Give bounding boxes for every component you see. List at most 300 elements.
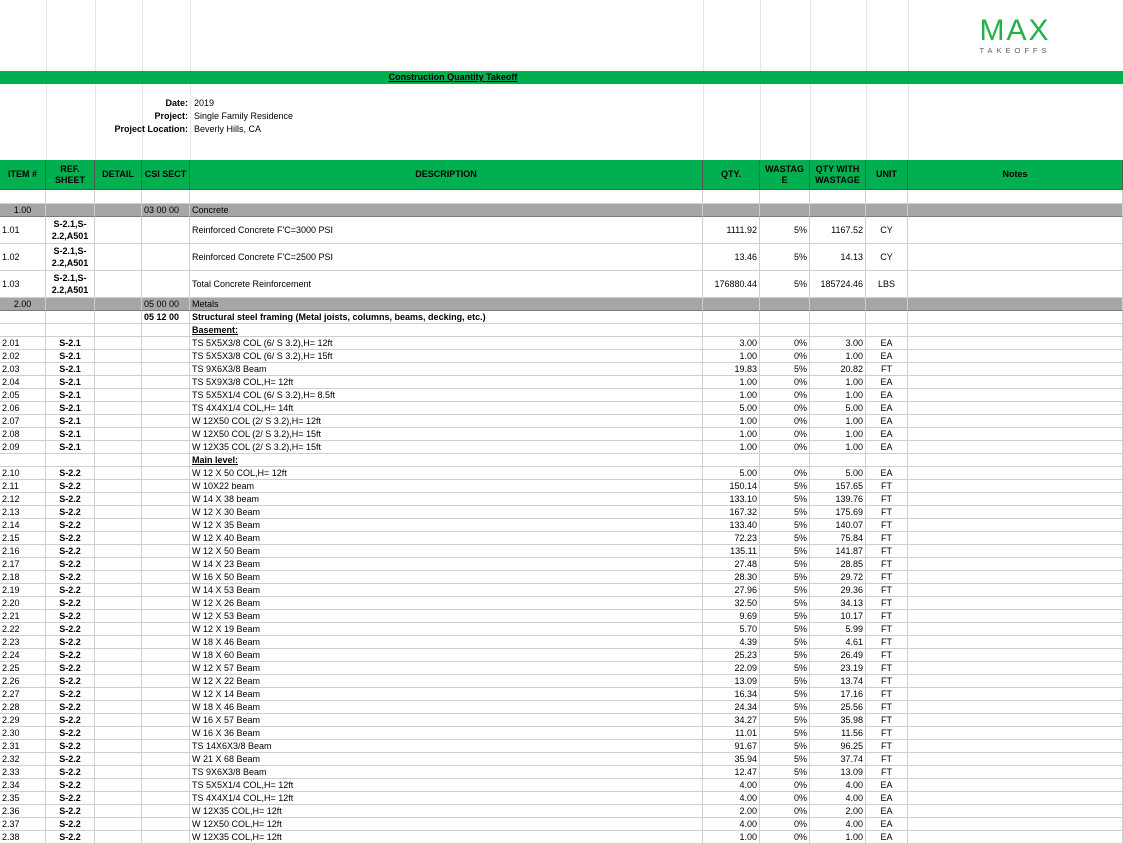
cell-detail[interactable]	[95, 701, 142, 714]
cell-csi[interactable]	[142, 467, 190, 480]
empty-cell[interactable]	[866, 190, 908, 204]
item-qty[interactable]: 4.00	[703, 792, 760, 805]
cell-detail[interactable]	[95, 831, 142, 844]
cell-notes[interactable]	[908, 204, 1123, 217]
cell-item[interactable]	[0, 454, 46, 467]
item-wastage[interactable]: 5%	[760, 675, 810, 688]
item-unit[interactable]: EA	[866, 350, 908, 363]
item-description[interactable]: W 18 X 60 Beam	[190, 649, 703, 662]
item-qty[interactable]: 1.00	[703, 441, 760, 454]
item-wastage[interactable]: 5%	[760, 610, 810, 623]
cell-csi[interactable]	[142, 701, 190, 714]
item-number[interactable]: 2.15	[0, 532, 46, 545]
item-description[interactable]: TS 5X5X3/8 COL (6/ S 3.2),H= 12ft	[190, 337, 703, 350]
item-qty[interactable]: 9.69	[703, 610, 760, 623]
ref-sheet[interactable]: S-2.2	[46, 467, 95, 480]
cell-csi[interactable]	[142, 636, 190, 649]
item-wastage[interactable]: 0%	[760, 428, 810, 441]
item-number[interactable]: 1.01	[0, 217, 46, 244]
cell-csi[interactable]	[142, 727, 190, 740]
cell-qtyw[interactable]	[810, 204, 866, 217]
item-qty[interactable]: 22.09	[703, 662, 760, 675]
item-unit[interactable]: FT	[866, 766, 908, 779]
item-wastage[interactable]: 0%	[760, 805, 810, 818]
item-qty-with-wastage[interactable]: 141.87	[810, 545, 866, 558]
item-unit[interactable]: FT	[866, 727, 908, 740]
ref-sheet[interactable]: S-2.1	[46, 350, 95, 363]
ref-sheet[interactable]: S-2.2	[46, 623, 95, 636]
item-unit[interactable]: EA	[866, 831, 908, 844]
item-qty-with-wastage[interactable]: 1.00	[810, 415, 866, 428]
cell-detail[interactable]	[95, 584, 142, 597]
item-description[interactable]: W 12 X 50 COL,H= 12ft	[190, 467, 703, 480]
item-description[interactable]: W 16 X 50 Beam	[190, 571, 703, 584]
item-description[interactable]: W 12 X 53 Beam	[190, 610, 703, 623]
cell-waste[interactable]	[760, 298, 810, 311]
cell-detail[interactable]	[95, 506, 142, 519]
item-number[interactable]: 2.01	[0, 337, 46, 350]
cell-notes[interactable]	[908, 311, 1123, 324]
item-number[interactable]: 2.38	[0, 831, 46, 844]
item-unit[interactable]: FT	[866, 610, 908, 623]
cell-csi[interactable]	[142, 389, 190, 402]
item-qty-with-wastage[interactable]: 75.84	[810, 532, 866, 545]
ref-sheet[interactable]: S-2.2	[46, 558, 95, 571]
item-description[interactable]: W 18 X 46 Beam	[190, 636, 703, 649]
cell-detail[interactable]	[95, 350, 142, 363]
project-value[interactable]: Single Family Residence	[194, 111, 294, 121]
item-wastage[interactable]: 0%	[760, 467, 810, 480]
cell-detail[interactable]	[95, 244, 142, 271]
cell-detail[interactable]	[95, 610, 142, 623]
cell-detail[interactable]	[95, 753, 142, 766]
item-qty[interactable]: 25.23	[703, 649, 760, 662]
item-wastage[interactable]: 5%	[760, 244, 810, 271]
cell-detail[interactable]	[95, 467, 142, 480]
item-wastage[interactable]: 0%	[760, 818, 810, 831]
item-description[interactable]: W 12X50 COL (2/ S 3.2),H= 12ft	[190, 415, 703, 428]
item-number[interactable]: 2.20	[0, 597, 46, 610]
cell-csi[interactable]	[142, 376, 190, 389]
item-description[interactable]: TS 9X6X3/8 Beam	[190, 766, 703, 779]
item-wastage[interactable]: 5%	[760, 766, 810, 779]
cell-notes[interactable]	[908, 623, 1123, 636]
item-unit[interactable]: EA	[866, 428, 908, 441]
item-number[interactable]: 2.08	[0, 428, 46, 441]
item-unit[interactable]: EA	[866, 415, 908, 428]
cell-qtyw[interactable]	[810, 311, 866, 324]
item-qty[interactable]: 1.00	[703, 831, 760, 844]
cell-notes[interactable]	[908, 337, 1123, 350]
cell-notes[interactable]	[908, 324, 1123, 337]
item-qty[interactable]: 1111.92	[703, 217, 760, 244]
ref-sheet[interactable]: S-2.2	[46, 532, 95, 545]
item-description[interactable]: W 18 X 46 Beam	[190, 701, 703, 714]
item-qty[interactable]: 4.00	[703, 779, 760, 792]
item-qty[interactable]: 72.23	[703, 532, 760, 545]
item-qty[interactable]: 4.39	[703, 636, 760, 649]
cell-detail[interactable]	[95, 519, 142, 532]
cell-notes[interactable]	[908, 519, 1123, 532]
ref-sheet[interactable]: S-2.2	[46, 584, 95, 597]
item-wastage[interactable]: 5%	[760, 480, 810, 493]
item-qty[interactable]: 2.00	[703, 805, 760, 818]
item-unit[interactable]: FT	[866, 545, 908, 558]
cell-detail[interactable]	[95, 428, 142, 441]
item-unit[interactable]: CY	[866, 244, 908, 271]
item-number[interactable]: 2.04	[0, 376, 46, 389]
item-qty[interactable]: 91.67	[703, 740, 760, 753]
item-qty-with-wastage[interactable]: 140.07	[810, 519, 866, 532]
cell-unit[interactable]	[866, 311, 908, 324]
ref-sheet[interactable]: S-2.1	[46, 376, 95, 389]
ref-sheet[interactable]: S-2.1	[46, 389, 95, 402]
cell-detail[interactable]	[95, 688, 142, 701]
cell-notes[interactable]	[908, 415, 1123, 428]
item-wastage[interactable]: 5%	[760, 701, 810, 714]
empty-cell[interactable]	[908, 190, 1123, 204]
cell-notes[interactable]	[908, 558, 1123, 571]
cell-item[interactable]	[0, 311, 46, 324]
ref-sheet[interactable]: S-2.2	[46, 519, 95, 532]
item-wastage[interactable]: 0%	[760, 831, 810, 844]
item-unit[interactable]: EA	[866, 337, 908, 350]
item-number[interactable]: 2.16	[0, 545, 46, 558]
cell-ref[interactable]	[46, 324, 95, 337]
cell-detail[interactable]	[95, 415, 142, 428]
item-qty-with-wastage[interactable]: 157.65	[810, 480, 866, 493]
item-number[interactable]: 2.05	[0, 389, 46, 402]
cell-csi[interactable]	[142, 610, 190, 623]
item-qty-with-wastage[interactable]: 35.98	[810, 714, 866, 727]
cell-item[interactable]	[0, 324, 46, 337]
cell-notes[interactable]	[908, 389, 1123, 402]
cell-unit[interactable]	[866, 204, 908, 217]
item-unit[interactable]: FT	[866, 363, 908, 376]
item-number[interactable]: 2.19	[0, 584, 46, 597]
cell-waste[interactable]	[760, 454, 810, 467]
ref-sheet[interactable]: S-2.1,S-2.2,A501	[46, 244, 95, 271]
cell-notes[interactable]	[908, 766, 1123, 779]
item-qty-with-wastage[interactable]: 3.00	[810, 337, 866, 350]
cell-csi[interactable]	[142, 571, 190, 584]
empty-cell[interactable]	[190, 190, 703, 204]
cell-csi[interactable]	[142, 818, 190, 831]
cell-detail[interactable]	[95, 493, 142, 506]
item-qty-with-wastage[interactable]: 1.00	[810, 376, 866, 389]
cell-qty[interactable]	[703, 298, 760, 311]
cell-detail[interactable]	[95, 740, 142, 753]
item-qty[interactable]: 1.00	[703, 415, 760, 428]
item-unit[interactable]: FT	[866, 532, 908, 545]
cell-csi[interactable]	[142, 363, 190, 376]
item-unit[interactable]: EA	[866, 402, 908, 415]
item-description[interactable]: W 10X22 beam	[190, 480, 703, 493]
item-description[interactable]: TS 5X5X3/8 COL (6/ S 3.2),H= 15ft	[190, 350, 703, 363]
cell-csi[interactable]	[142, 244, 190, 271]
cell-detail[interactable]	[95, 324, 142, 337]
empty-cell[interactable]	[142, 190, 190, 204]
item-description[interactable]: TS 5X9X3/8 COL,H= 12ft	[190, 376, 703, 389]
item-number[interactable]: 2.34	[0, 779, 46, 792]
item-description[interactable]: W 12 X 14 Beam	[190, 688, 703, 701]
item-wastage[interactable]: 5%	[760, 493, 810, 506]
item-description[interactable]: W 12 X 35 Beam	[190, 519, 703, 532]
item-description[interactable]: TS 14X6X3/8 Beam	[190, 740, 703, 753]
cell-csi[interactable]	[142, 545, 190, 558]
item-number[interactable]: 2.32	[0, 753, 46, 766]
item-qty[interactable]: 133.10	[703, 493, 760, 506]
cell-csi[interactable]	[142, 584, 190, 597]
ref-sheet[interactable]: S-2.2	[46, 714, 95, 727]
item-unit[interactable]: EA	[866, 376, 908, 389]
item-wastage[interactable]: 5%	[760, 662, 810, 675]
item-qty-with-wastage[interactable]: 11.56	[810, 727, 866, 740]
item-unit[interactable]: FT	[866, 480, 908, 493]
item-description[interactable]: W 16 X 57 Beam	[190, 714, 703, 727]
item-qty-with-wastage[interactable]: 17.16	[810, 688, 866, 701]
cell-csi[interactable]	[142, 792, 190, 805]
cell-detail[interactable]	[95, 649, 142, 662]
item-qty-with-wastage[interactable]: 4.00	[810, 818, 866, 831]
cell-detail[interactable]	[95, 204, 142, 217]
cell-csi[interactable]	[142, 441, 190, 454]
item-description[interactable]: TS 5X5X1/4 COL,H= 12ft	[190, 779, 703, 792]
cell-notes[interactable]	[908, 545, 1123, 558]
item-unit[interactable]: CY	[866, 217, 908, 244]
cell-notes[interactable]	[908, 701, 1123, 714]
cell-notes[interactable]	[908, 649, 1123, 662]
cell-notes[interactable]	[908, 493, 1123, 506]
cell-detail[interactable]	[95, 532, 142, 545]
item-unit[interactable]: FT	[866, 584, 908, 597]
ref-sheet[interactable]: S-2.2	[46, 506, 95, 519]
ref-sheet[interactable]: S-2.2	[46, 480, 95, 493]
cell-detail[interactable]	[95, 389, 142, 402]
cell-csi[interactable]	[142, 324, 190, 337]
ref-sheet[interactable]: S-2.2	[46, 831, 95, 844]
item-qty-with-wastage[interactable]: 1.00	[810, 350, 866, 363]
cell-detail[interactable]	[95, 727, 142, 740]
cell-detail[interactable]	[95, 298, 142, 311]
item-qty-with-wastage[interactable]: 175.69	[810, 506, 866, 519]
cell-notes[interactable]	[908, 217, 1123, 244]
item-unit[interactable]: EA	[866, 805, 908, 818]
cell-csi[interactable]	[142, 217, 190, 244]
item-wastage[interactable]: 5%	[760, 545, 810, 558]
item-qty[interactable]: 133.40	[703, 519, 760, 532]
item-unit[interactable]: FT	[866, 714, 908, 727]
item-description[interactable]: W 12 X 22 Beam	[190, 675, 703, 688]
cell-notes[interactable]	[908, 271, 1123, 298]
ref-sheet[interactable]: S-2.2	[46, 779, 95, 792]
ref-sheet[interactable]: S-2.2	[46, 753, 95, 766]
cell-notes[interactable]	[908, 753, 1123, 766]
item-wastage[interactable]: 0%	[760, 376, 810, 389]
cell-detail[interactable]	[95, 271, 142, 298]
cell-waste[interactable]	[760, 324, 810, 337]
item-wastage[interactable]: 5%	[760, 753, 810, 766]
cell-notes[interactable]	[908, 714, 1123, 727]
item-description[interactable]: W 12 X 50 Beam	[190, 545, 703, 558]
cell-notes[interactable]	[908, 571, 1123, 584]
item-wastage[interactable]: 5%	[760, 271, 810, 298]
cell-csi[interactable]	[142, 675, 190, 688]
item-wastage[interactable]: 0%	[760, 350, 810, 363]
item-wastage[interactable]: 5%	[760, 532, 810, 545]
cell-qty[interactable]	[703, 204, 760, 217]
item-qty[interactable]: 150.14	[703, 480, 760, 493]
item-qty[interactable]: 176880.44	[703, 271, 760, 298]
item-wastage[interactable]: 5%	[760, 506, 810, 519]
section-title[interactable]: Concrete	[190, 204, 703, 217]
cell-detail[interactable]	[95, 766, 142, 779]
cell-detail[interactable]	[95, 714, 142, 727]
cell-detail[interactable]	[95, 597, 142, 610]
cell-detail[interactable]	[95, 545, 142, 558]
cell-detail[interactable]	[95, 311, 142, 324]
item-unit[interactable]: FT	[866, 506, 908, 519]
item-qty[interactable]: 1.00	[703, 350, 760, 363]
cell-detail[interactable]	[95, 480, 142, 493]
item-description[interactable]: Reinforced Concrete F'C=2500 PSI	[190, 244, 703, 271]
cell-notes[interactable]	[908, 662, 1123, 675]
empty-cell[interactable]	[0, 190, 46, 204]
cell-csi[interactable]	[142, 753, 190, 766]
item-description[interactable]: W 12 X 26 Beam	[190, 597, 703, 610]
cell-detail[interactable]	[95, 818, 142, 831]
ref-sheet[interactable]: S-2.1,S-2.2,A501	[46, 217, 95, 244]
subsection-title[interactable]: Structural steel framing (Metal joists, columns, beams, decking, etc.)	[190, 311, 703, 324]
cell-notes[interactable]	[908, 532, 1123, 545]
item-qty-with-wastage[interactable]: 1.00	[810, 441, 866, 454]
ref-sheet[interactable]: S-2.2	[46, 662, 95, 675]
cell-waste[interactable]	[760, 204, 810, 217]
item-qty-with-wastage[interactable]: 29.72	[810, 571, 866, 584]
item-description[interactable]: W 14 X 38 beam	[190, 493, 703, 506]
cell-notes[interactable]	[908, 467, 1123, 480]
item-number[interactable]: 2.31	[0, 740, 46, 753]
item-number[interactable]: 1.02	[0, 244, 46, 271]
item-qty[interactable]: 19.83	[703, 363, 760, 376]
item-description[interactable]: W 12 X 19 Beam	[190, 623, 703, 636]
item-unit[interactable]: FT	[866, 571, 908, 584]
item-number[interactable]: 2.10	[0, 467, 46, 480]
empty-cell[interactable]	[95, 190, 142, 204]
item-number[interactable]: 2.18	[0, 571, 46, 584]
ref-sheet[interactable]: S-2.1	[46, 441, 95, 454]
group-label[interactable]: Main level:	[190, 454, 703, 467]
ref-sheet[interactable]: S-2.1	[46, 337, 95, 350]
item-qty-with-wastage[interactable]: 29.36	[810, 584, 866, 597]
item-number[interactable]: 2.36	[0, 805, 46, 818]
item-qty-with-wastage[interactable]: 4.00	[810, 779, 866, 792]
cell-csi[interactable]	[142, 415, 190, 428]
cell-notes[interactable]	[908, 402, 1123, 415]
section-title[interactable]: Metals	[190, 298, 703, 311]
item-number[interactable]: 2.29	[0, 714, 46, 727]
item-number[interactable]: 1.03	[0, 271, 46, 298]
item-wastage[interactable]: 0%	[760, 792, 810, 805]
item-description[interactable]: TS 4X4X1/4 COL,H= 14ft	[190, 402, 703, 415]
cell-notes[interactable]	[908, 610, 1123, 623]
cell-csi[interactable]	[142, 480, 190, 493]
ref-sheet[interactable]: S-2.1	[46, 402, 95, 415]
cell-detail[interactable]	[95, 805, 142, 818]
cell-unit[interactable]	[866, 298, 908, 311]
subsection-csi[interactable]: 05 12 00	[142, 311, 190, 324]
item-unit[interactable]: FT	[866, 493, 908, 506]
item-number[interactable]: 2.03	[0, 363, 46, 376]
item-qty-with-wastage[interactable]: 14.13	[810, 244, 866, 271]
cell-csi[interactable]	[142, 714, 190, 727]
item-qty-with-wastage[interactable]: 37.74	[810, 753, 866, 766]
item-qty[interactable]: 12.47	[703, 766, 760, 779]
cell-notes[interactable]	[908, 740, 1123, 753]
section-number[interactable]: 2.00	[0, 298, 46, 311]
item-number[interactable]: 2.23	[0, 636, 46, 649]
cell-detail[interactable]	[95, 402, 142, 415]
cell-csi[interactable]	[142, 493, 190, 506]
empty-cell[interactable]	[703, 190, 760, 204]
ref-sheet[interactable]: S-2.2	[46, 740, 95, 753]
cell-ref[interactable]	[46, 311, 95, 324]
item-qty[interactable]: 13.09	[703, 675, 760, 688]
item-qty-with-wastage[interactable]: 1.00	[810, 428, 866, 441]
cell-notes[interactable]	[908, 376, 1123, 389]
item-description[interactable]: W 12X35 COL,H= 12ft	[190, 831, 703, 844]
empty-cell[interactable]	[760, 190, 810, 204]
ref-sheet[interactable]: S-2.1,S-2.2,A501	[46, 271, 95, 298]
ref-sheet[interactable]: S-2.1	[46, 363, 95, 376]
item-qty-with-wastage[interactable]: 26.49	[810, 649, 866, 662]
cell-notes[interactable]	[908, 454, 1123, 467]
cell-notes[interactable]	[908, 428, 1123, 441]
cell-csi[interactable]	[142, 454, 190, 467]
cell-csi[interactable]	[142, 688, 190, 701]
group-label[interactable]: Basement:	[190, 324, 703, 337]
cell-csi[interactable]	[142, 766, 190, 779]
cell-qtyw[interactable]	[810, 298, 866, 311]
cell-detail[interactable]	[95, 636, 142, 649]
ref-sheet[interactable]: S-2.2	[46, 571, 95, 584]
cell-csi[interactable]	[142, 740, 190, 753]
item-unit[interactable]: FT	[866, 649, 908, 662]
ref-sheet[interactable]: S-2.2	[46, 727, 95, 740]
item-wastage[interactable]: 0%	[760, 779, 810, 792]
item-wastage[interactable]: 5%	[760, 649, 810, 662]
item-qty-with-wastage[interactable]: 5.00	[810, 467, 866, 480]
item-wastage[interactable]: 5%	[760, 714, 810, 727]
item-qty-with-wastage[interactable]: 10.17	[810, 610, 866, 623]
item-qty[interactable]: 35.94	[703, 753, 760, 766]
item-qty-with-wastage[interactable]: 1167.52	[810, 217, 866, 244]
ref-sheet[interactable]: S-2.2	[46, 636, 95, 649]
cell-qtyw[interactable]	[810, 324, 866, 337]
ref-sheet[interactable]: S-2.2	[46, 701, 95, 714]
item-number[interactable]: 2.13	[0, 506, 46, 519]
section-number[interactable]: 1.00	[0, 204, 46, 217]
item-qty-with-wastage[interactable]: 4.61	[810, 636, 866, 649]
cell-csi[interactable]	[142, 271, 190, 298]
item-description[interactable]: W 12X50 COL (2/ S 3.2),H= 15ft	[190, 428, 703, 441]
item-unit[interactable]: EA	[866, 779, 908, 792]
cell-qty[interactable]	[703, 311, 760, 324]
cell-csi[interactable]	[142, 428, 190, 441]
item-qty-with-wastage[interactable]: 185724.46	[810, 271, 866, 298]
item-qty[interactable]: 135.11	[703, 545, 760, 558]
item-wastage[interactable]: 5%	[760, 597, 810, 610]
